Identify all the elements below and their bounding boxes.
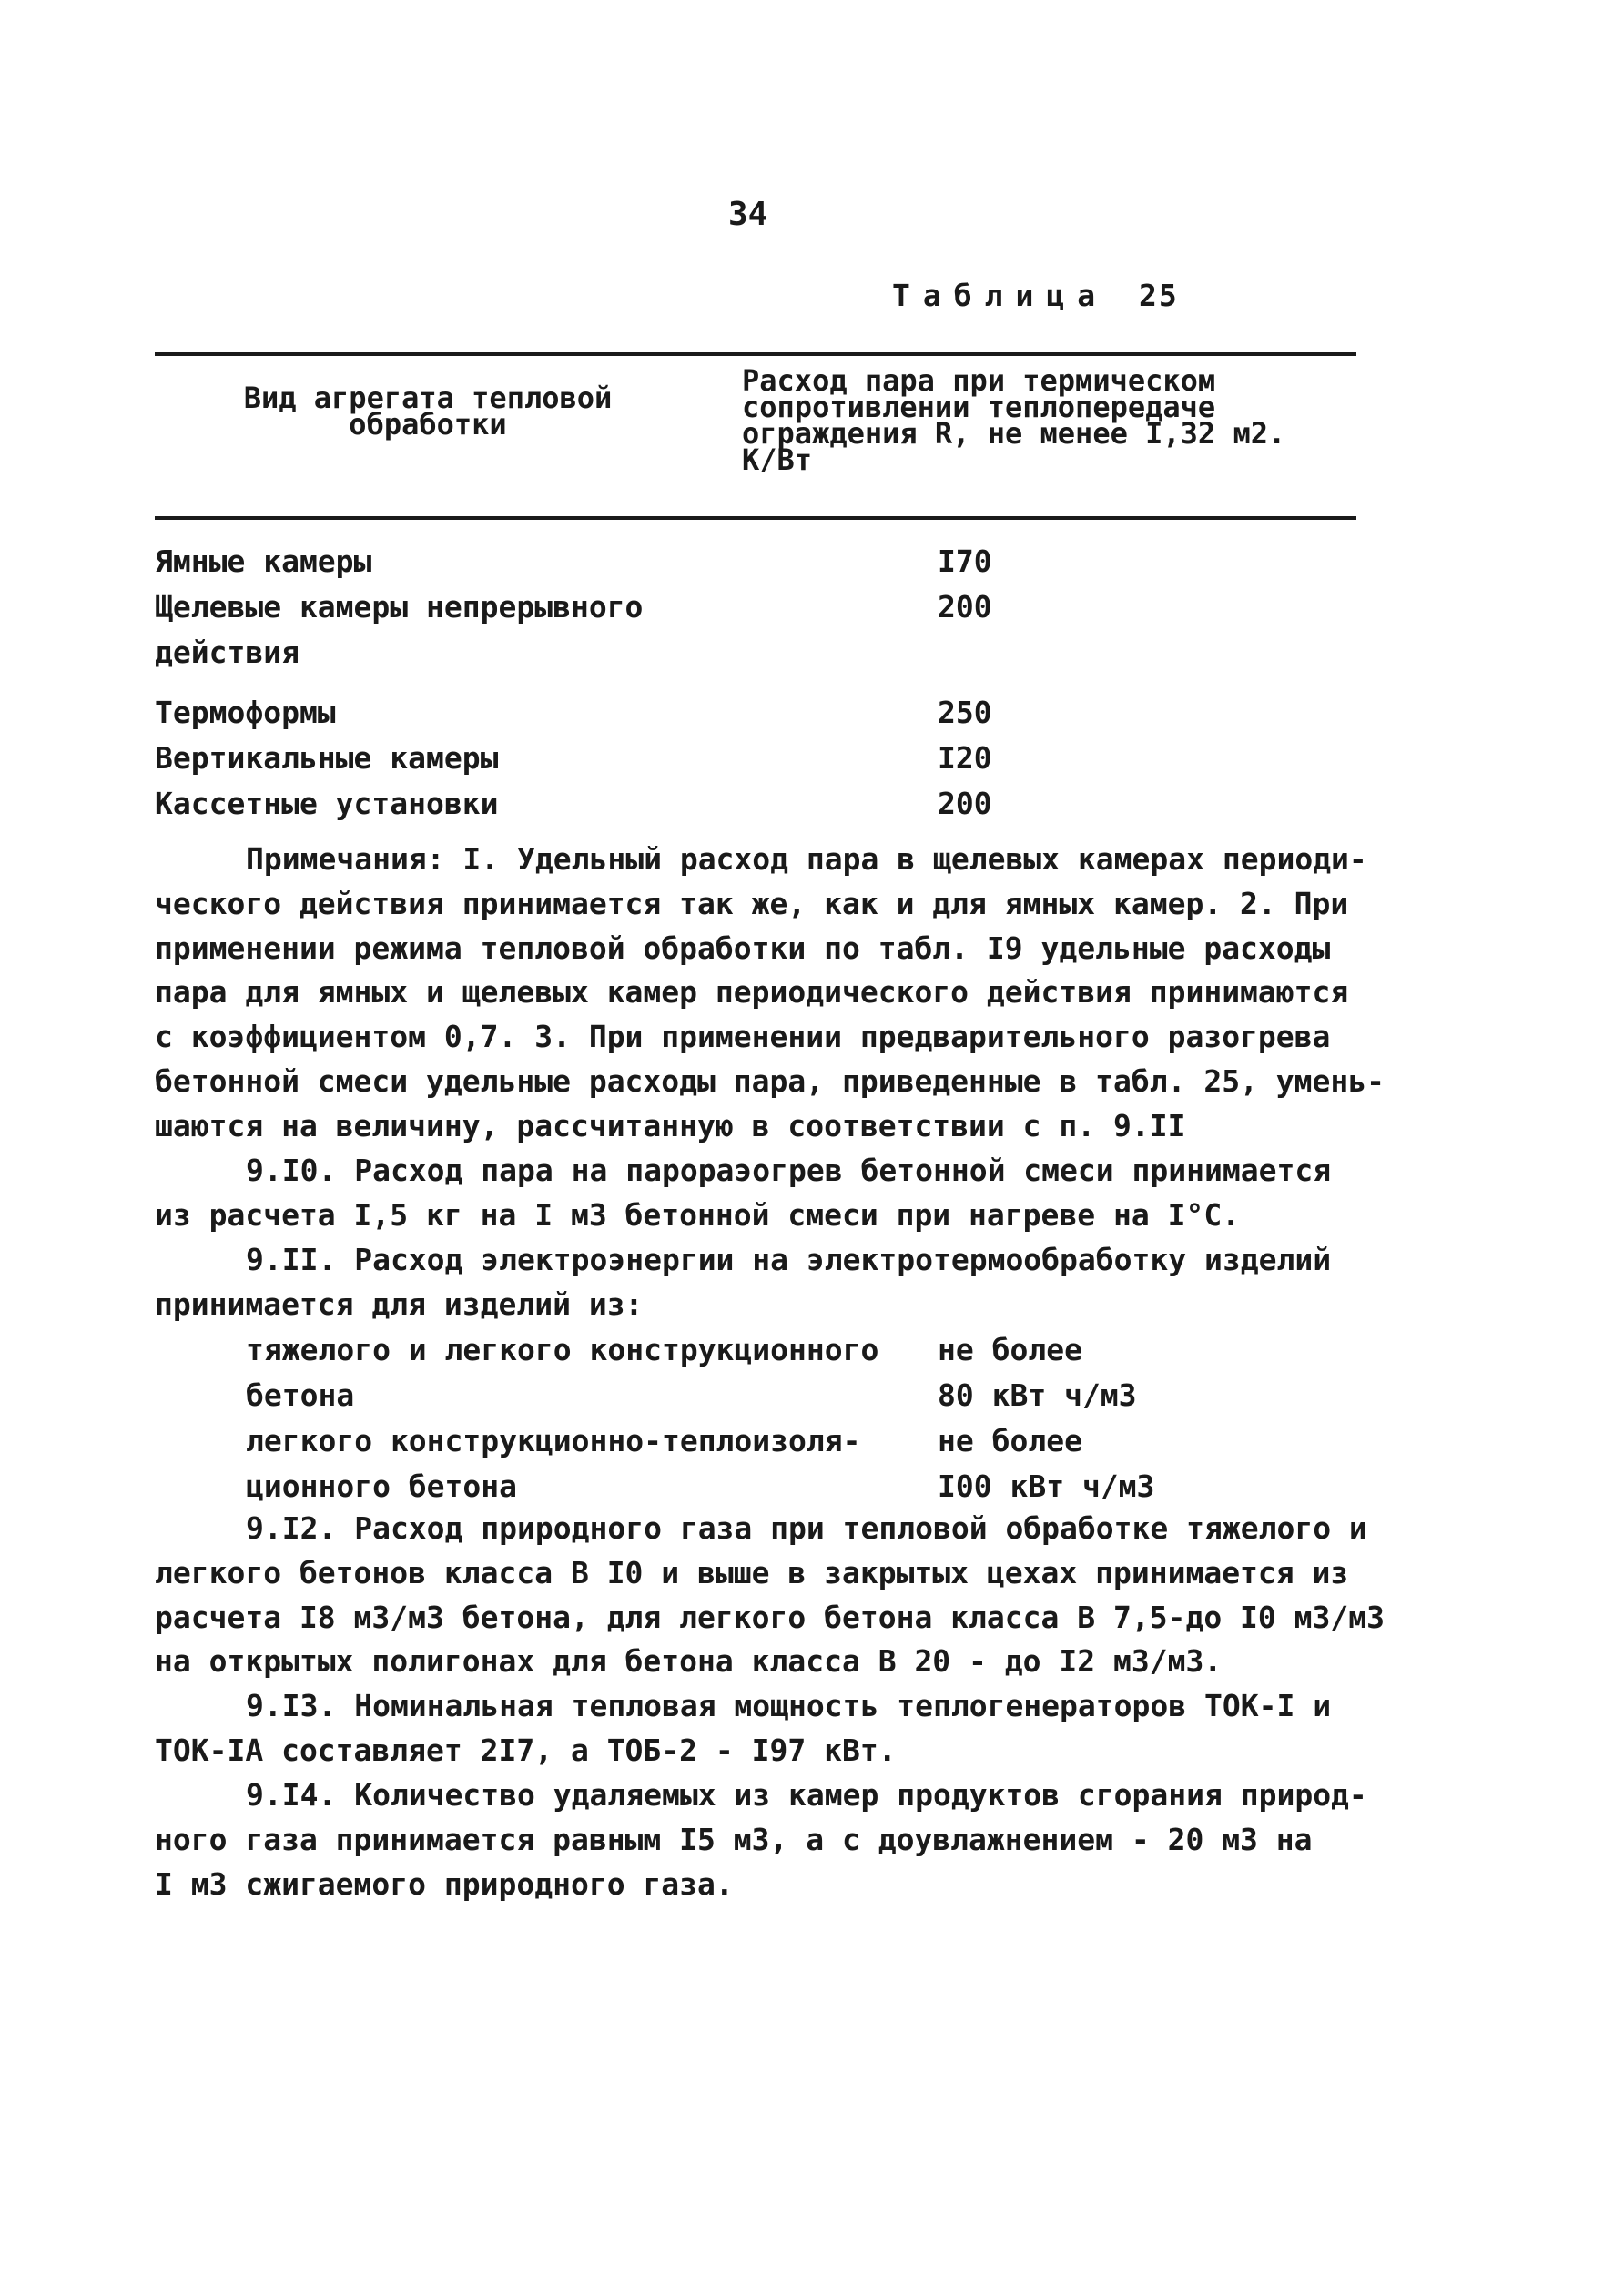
list-item-label: легкого конструкционно-теплоизоля-	[246, 1423, 861, 1458]
list-item-label: бетона	[246, 1377, 355, 1413]
page-number: 34	[728, 196, 768, 233]
table-row-label: Вертикальные камеры	[155, 740, 499, 776]
table-row-value: I70	[938, 544, 992, 579]
table-notes	[155, 838, 1402, 1149]
table-header-col2	[742, 363, 1361, 477]
clause-line: 9.I2. Расход природного газа при тепловой обработке тяжелого и	[246, 1510, 1367, 1546]
list-item-label: тяжелого и легкого конструкционного	[246, 1332, 879, 1367]
list-item-value: I00 кВт ч/м3	[938, 1468, 1155, 1504]
table-row-value: 200	[938, 786, 992, 821]
table-header-col1	[209, 381, 646, 442]
table-caption-number: 25	[1138, 278, 1179, 313]
header-col2-line: ограждения R, не менее I,32 м2.	[742, 416, 1286, 451]
clause-line: из расчета I,5 кг на I м3 бетонной смеси при нагреве на I°C.	[155, 1196, 1241, 1233]
clause-9-12	[155, 1507, 1402, 1684]
clause-line: 9.I4. Количество удаляемых из камер продуктов сгорания природ-	[246, 1777, 1367, 1813]
list-item-label: ционного бетона	[246, 1468, 518, 1504]
clause-line: расчета I8 м3/м3 бетона, для легкого бетона класса В 7,5-до I0 м3/м3	[155, 1599, 1385, 1635]
table-header-rule	[155, 516, 1356, 520]
clause-line: ТОК-IA составляет 2I7, а ТОБ-2 - I97 кВт.	[155, 1732, 897, 1768]
header-col2-line: К/Вт	[742, 442, 813, 477]
header-col1-line: Вид агрегата тепловой	[243, 381, 613, 415]
table-row-label: Ямные камеры	[155, 544, 372, 579]
clause-line: I м3 сжигаемого природного газа.	[155, 1865, 734, 1902]
notes-line: с коэффициентом 0,7. 3. При применении предварительного разогрева	[155, 1019, 1331, 1055]
notes-line: Примечания: I. Удельный расход пара в щелевых камерах периоди-	[246, 841, 1367, 877]
clause-9-13	[155, 1684, 1402, 1773]
header-col2-line: сопротивлении теплопередаче	[742, 390, 1216, 424]
clause-line: 9.I3. Номинальная тепловая мощность теплогенераторов ТОК-I и	[246, 1688, 1332, 1723]
clause-line: принимается для изделий из:	[155, 1285, 644, 1322]
clause-line: 9.II. Расход электроэнергии на электротермообработку изделий	[246, 1242, 1332, 1277]
header-col2-line: Расход пара при термическом	[742, 363, 1216, 398]
notes-line: бетонной смеси удельные расходы пара, приведенные в табл. 25, умень-	[155, 1062, 1385, 1099]
notes-line: ческого действия принимается так же, как и для ямных камер. 2. При	[155, 885, 1349, 921]
table-caption-label: Таблица	[892, 278, 1109, 313]
list-item-value: не более	[938, 1423, 1082, 1458]
table-row-label: Щелевые камеры непрерывного	[155, 589, 644, 625]
clause-line: ного газа принимается равным I5 м3, а с доувлажнением - 20 м3 на	[155, 1821, 1313, 1857]
list-item-value: 80 кВт ч/м3	[938, 1377, 1137, 1413]
clause-line: легкого бетонов класса В I0 и выше в закрытых цехах принимается из	[155, 1554, 1349, 1590]
clause-9-11	[155, 1238, 1402, 1327]
table-row-label-cont: действия	[155, 635, 299, 670]
table-row-value: I20	[938, 740, 992, 776]
notes-line: пара для ямных и щелевых камер периодического действия принимаются	[155, 974, 1349, 1011]
header-col1-line: обработки	[349, 407, 507, 442]
clause-9-14	[155, 1773, 1402, 1906]
clause-line: 9.I0. Расход пара на парораэогрев бетонной смеси принимается	[246, 1153, 1332, 1188]
clause-9-10	[155, 1149, 1402, 1238]
table-caption	[892, 278, 1179, 313]
notes-line: применении режима тепловой обработки по табл. I9 удельные расходы	[155, 930, 1331, 966]
table-top-rule	[155, 352, 1356, 356]
table-row-value: 250	[938, 695, 992, 730]
list-item-value: не более	[938, 1332, 1082, 1367]
clause-line: на открытых полигонах для бетона класса В 20 - до I2 м3/м3.	[155, 1643, 1223, 1680]
table-row-label: Кассетные установки	[155, 786, 499, 821]
table-row-value: 200	[938, 589, 992, 625]
table-row-label: Термоформы	[155, 695, 336, 730]
notes-line: шаются на величину, рассчитанную в соответствии с п. 9.II	[155, 1107, 1186, 1143]
